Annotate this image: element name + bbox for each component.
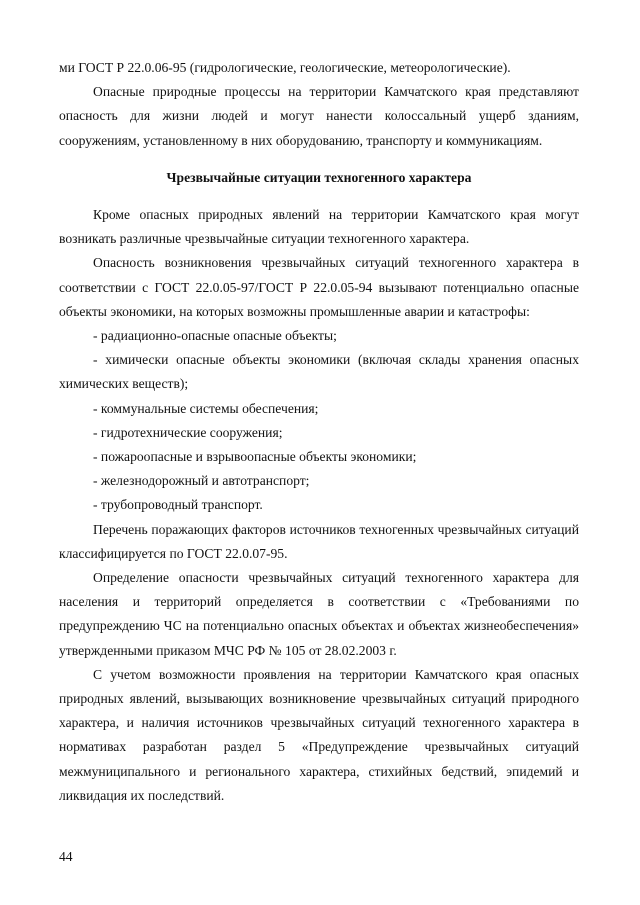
list-item: - коммунальные системы обеспечения;	[93, 400, 319, 416]
paragraph-damage-factors: Перечень поражающих факторов источников техногенных чрезвычайных ситуаций классифицируется по ГОСТ 22.0.07-95.	[59, 521, 579, 561]
section-heading: Чрезвычайные ситуации техногенного характера	[166, 169, 472, 185]
paragraph-continuation: ми ГОСТ Р 22.0.06-95 (гидрологические, геологические, метеорологические).	[59, 60, 511, 75]
paragraph-section-5: С учетом возможности проявления на территории Камчатского края опасных природных явлений, вызывающих возникновение чрезвычайных ситуаций природного характера, и наличия источников чрезвычайных ситуаций техногенного характера в нормативах разработан раздел 5 «Предупреждение чрезвычайных ситуаций межмуниципального и регионального характера, стихийных бедствий, эпидемий и ликвидация их последствий.	[59, 666, 579, 803]
list-item: - гидротехнические сооружения;	[93, 424, 283, 440]
list-item: - химически опасные объекты экономики (включая склады хранения опасных химических веществ);	[59, 352, 579, 392]
list-item: - железнодорожный и автотранспорт;	[93, 473, 310, 489]
list-item: - радиационно-опасные опасные объекты;	[93, 328, 337, 344]
paragraph-natural-hazards: Опасные природные процессы на территории Камчатского края представляют опасность для жизни людей и могут нанести колоссальный ущерб зданиям, сооружениям, установленному в них оборудованию, транспорту и коммуникациям.	[59, 84, 579, 148]
list-item: - пожароопасные и взрывоопасные объекты экономики;	[93, 449, 417, 465]
paragraph-gost-reference: Опасность возникновения чрезвычайных ситуаций техногенного характера в соответствии с ГОСТ 22.0.05-97/ГОСТ Р 22.0.05-94 вызывают потенциально опасные объекты экономики, на которых возможны промышленные аварии и катастрофы:	[59, 255, 579, 319]
page-number: 44	[59, 849, 73, 864]
paragraph-technogenic-intro: Кроме опасных природных явлений на территории Камчатского края могут возникать различные чрезвычайные ситуации техногенного характера.	[59, 207, 579, 247]
list-item: - трубопроводный транспорт.	[93, 497, 263, 513]
page-content	[59, 56, 579, 808]
paragraph-hazard-definition: Определение опасности чрезвычайных ситуаций техногенного характера для населения и территорий определяется в соответствии с «Требованиями по предупреждению ЧС на потенциально опасных объектах и объектах жизнеобеспечения» утвержденными приказом МЧС РФ № 105 от 28.02.2003 г.	[59, 570, 579, 658]
hazard-objects-list	[59, 324, 579, 518]
